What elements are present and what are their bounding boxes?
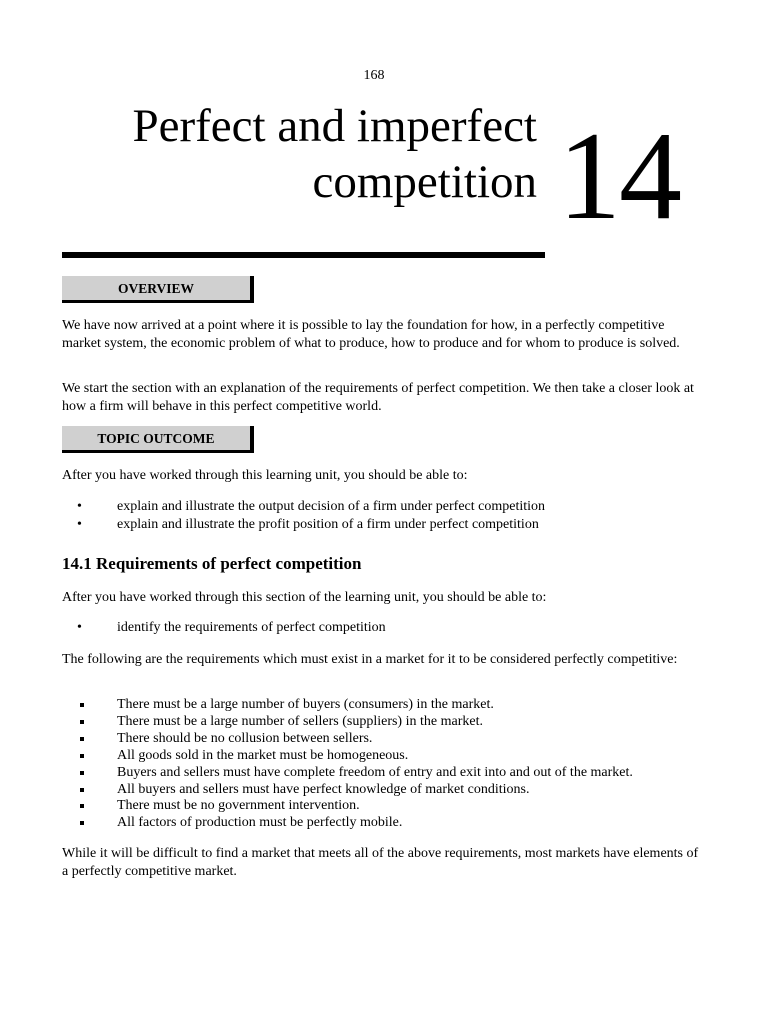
square-bullet-icon: [80, 703, 84, 707]
list-item: [62, 516, 702, 534]
list-item-text: All factors of production must be perfectly mobile.: [117, 815, 403, 830]
section-heading: 14.1 Requirements of perfect competition: [62, 554, 362, 573]
overview-label-box: OVERVIEW: [62, 276, 254, 303]
list-item: [62, 713, 702, 731]
square-bullet-icon: [80, 821, 84, 825]
square-bullet-icon: [80, 788, 84, 792]
list-item: [62, 764, 702, 782]
bullet-icon: •: [77, 517, 82, 532]
bullet-icon: •: [77, 499, 82, 514]
section-intro: After you have worked through this section of the learning unit, you should be able to:: [62, 590, 547, 605]
list-item-text: explain and illustrate the profit position of a firm under perfect competition: [117, 517, 539, 532]
square-bullet-icon: [80, 771, 84, 775]
bullet-icon: •: [77, 620, 82, 635]
title-rule: [62, 252, 545, 258]
list-item-text: There must be a large number of sellers (suppliers) in the market.: [117, 714, 483, 729]
list-item-text: All buyers and sellers must have perfect knowledge of market conditions.: [117, 782, 530, 797]
square-bullet-icon: [80, 737, 84, 741]
list-item-text: There should be no collusion between sellers.: [117, 731, 373, 746]
square-bullet-icon: [80, 804, 84, 808]
section-conclusion: While it will be difficult to find a market that meets all of the above requirements, most markets have elements of a perfectly competitive market.: [62, 846, 699, 879]
chapter-title-line-2: competition: [312, 156, 537, 208]
requirements-lead-in: The following are the requirements which must exist in a market for it to be considered perfectly competitive:: [62, 652, 678, 667]
list-item: [62, 619, 702, 637]
square-bullet-icon: [80, 754, 84, 758]
list-item-text: Buyers and sellers must have complete freedom of entry and exit into and out of the market.: [117, 765, 633, 780]
list-item: [62, 498, 702, 516]
square-bullet-icon: [80, 720, 84, 724]
list-item-text: explain and illustrate the output decision of a firm under perfect competition: [117, 499, 546, 514]
list-item: [62, 696, 702, 714]
chapter-number: 14: [558, 107, 680, 246]
list-item: [62, 781, 702, 799]
list-item-text: There must be no government intervention.: [117, 798, 360, 813]
list-item: [62, 814, 702, 832]
list-item: [62, 797, 702, 815]
overview-paragraph-1: We have now arrived at a point where it is possible to lay the foundation for how, in a perfectly competitive market system, the economic problem of what to produce, how to produce and for whom to produce is solved.: [62, 318, 680, 351]
list-item: [62, 747, 702, 765]
chapter-title: [60, 98, 537, 210]
list-item: [62, 730, 702, 748]
list-item-text: There must be a large number of buyers (consumers) in the market.: [117, 697, 494, 712]
overview-paragraph-2: We start the section with an explanation of the requirements of perfect competition. We then take a closer look at how a firm will behave in this perfect competitive world.: [62, 381, 694, 414]
page-number: 168: [363, 68, 385, 83]
topic-outcome-intro: After you have worked through this learning unit, you should be able to:: [62, 468, 468, 483]
topic-outcome-label-box: TOPIC OUTCOME: [62, 426, 254, 453]
list-item-text: All goods sold in the market must be homogeneous.: [117, 748, 409, 763]
list-item-text: identify the requirements of perfect competition: [117, 620, 386, 635]
chapter-title-line-1: Perfect and imperfect: [132, 100, 537, 152]
